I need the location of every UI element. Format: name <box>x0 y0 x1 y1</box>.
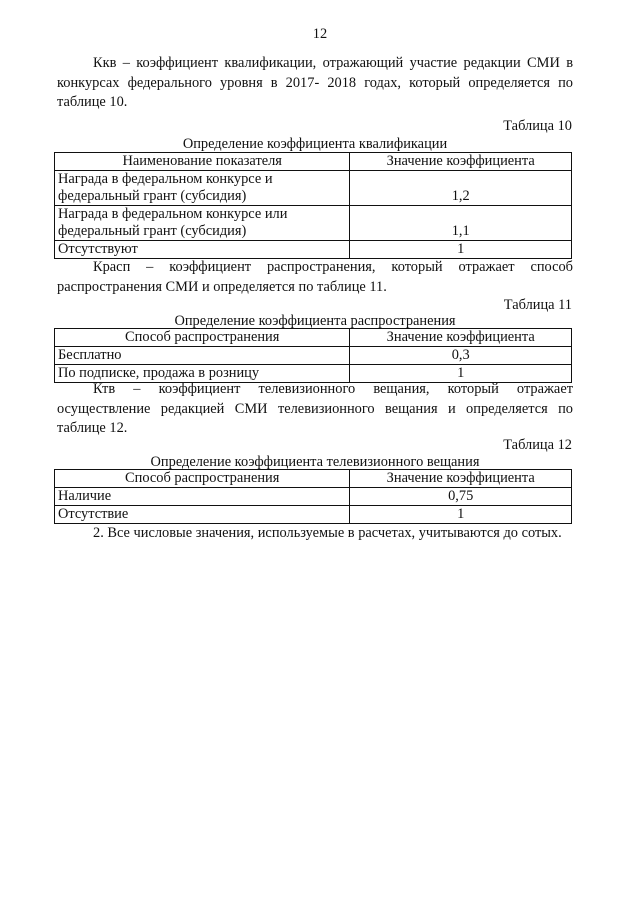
table-row <box>55 171 572 206</box>
page-number: 12 <box>312 26 328 42</box>
table-12 <box>54 469 572 524</box>
table-row <box>55 506 572 524</box>
table-header-row <box>55 153 572 171</box>
table-row <box>55 347 572 365</box>
table-cell-value: 1 <box>350 365 572 383</box>
table-11 <box>54 328 572 383</box>
paragraph-krasp-text: Красп – коэффициент распространения, который отражает способ распространения СМИ и определяется по таблице 11. <box>57 259 573 295</box>
table-cell-value: 1 <box>350 241 572 259</box>
table-header-row <box>55 470 572 488</box>
table-header-cell: Наименование показателя <box>55 153 350 171</box>
table-cell-value: 0,3 <box>350 347 572 365</box>
paragraph-ktv-text: Ктв – коэффициент телевизионного вещания, который отражает осуществление редакцией СМИ телевизионного вещания и определяется по таблице 12. <box>57 381 573 436</box>
table-cell-value: 1,2 <box>350 171 572 206</box>
table-10-caption: Определение коэффициента квалификации <box>182 136 448 152</box>
table-cell-name: Отсутствуют <box>55 241 350 259</box>
table-header-row <box>55 329 572 347</box>
table-cell-name: Награда в федеральном конкурсе или федеральный грант (субсидия) <box>55 206 350 241</box>
table-header-cell: Значение коэффициента <box>350 329 572 347</box>
paragraph-rounding-text: 2. Все числовые значения, используемые в расчетах, учитываются до сотых. <box>93 525 562 541</box>
table-header-cell: Значение коэффициента <box>350 470 572 488</box>
table-11-caption: Определение коэффициента распространения <box>174 313 456 329</box>
paragraph-krasp <box>57 258 573 297</box>
table-cell-name: По подписке, продажа в розницу <box>55 365 350 383</box>
table-header-cell: Способ распространения <box>55 470 350 488</box>
table-row <box>55 206 572 241</box>
paragraph-kkv-text: Ккв – коэффициент квалификации, отражающий участие редакции СМИ в конкурсах федерального уровня в 2017- 2018 годах, который определяется по таблице 10. <box>57 55 573 110</box>
table-cell-value: 0,75 <box>350 488 572 506</box>
table-12-label: Таблица 12 <box>503 437 572 453</box>
paragraph-ktv <box>57 380 573 439</box>
table-11-label: Таблица 11 <box>503 297 572 313</box>
table-cell-value: 1,1 <box>350 206 572 241</box>
table-header-cell: Значение коэффициента <box>350 153 572 171</box>
table-10 <box>54 152 572 259</box>
table-row <box>55 488 572 506</box>
table-header-cell: Способ распространения <box>55 329 350 347</box>
table-cell-name: Награда в федеральном конкурсе и федеральный грант (субсидия) <box>55 171 350 206</box>
table-cell-value: 1 <box>350 506 572 524</box>
table-cell-name: Наличие <box>55 488 350 506</box>
table-cell-name: Бесплатно <box>55 347 350 365</box>
paragraph-rounding <box>57 524 573 544</box>
paragraph-kkv <box>57 54 573 113</box>
table-12-caption: Определение коэффициента телевизионного вещания <box>150 454 480 470</box>
table-10-label: Таблица 10 <box>503 118 572 134</box>
table-row <box>55 241 572 259</box>
table-cell-name: Отсутствие <box>55 506 350 524</box>
